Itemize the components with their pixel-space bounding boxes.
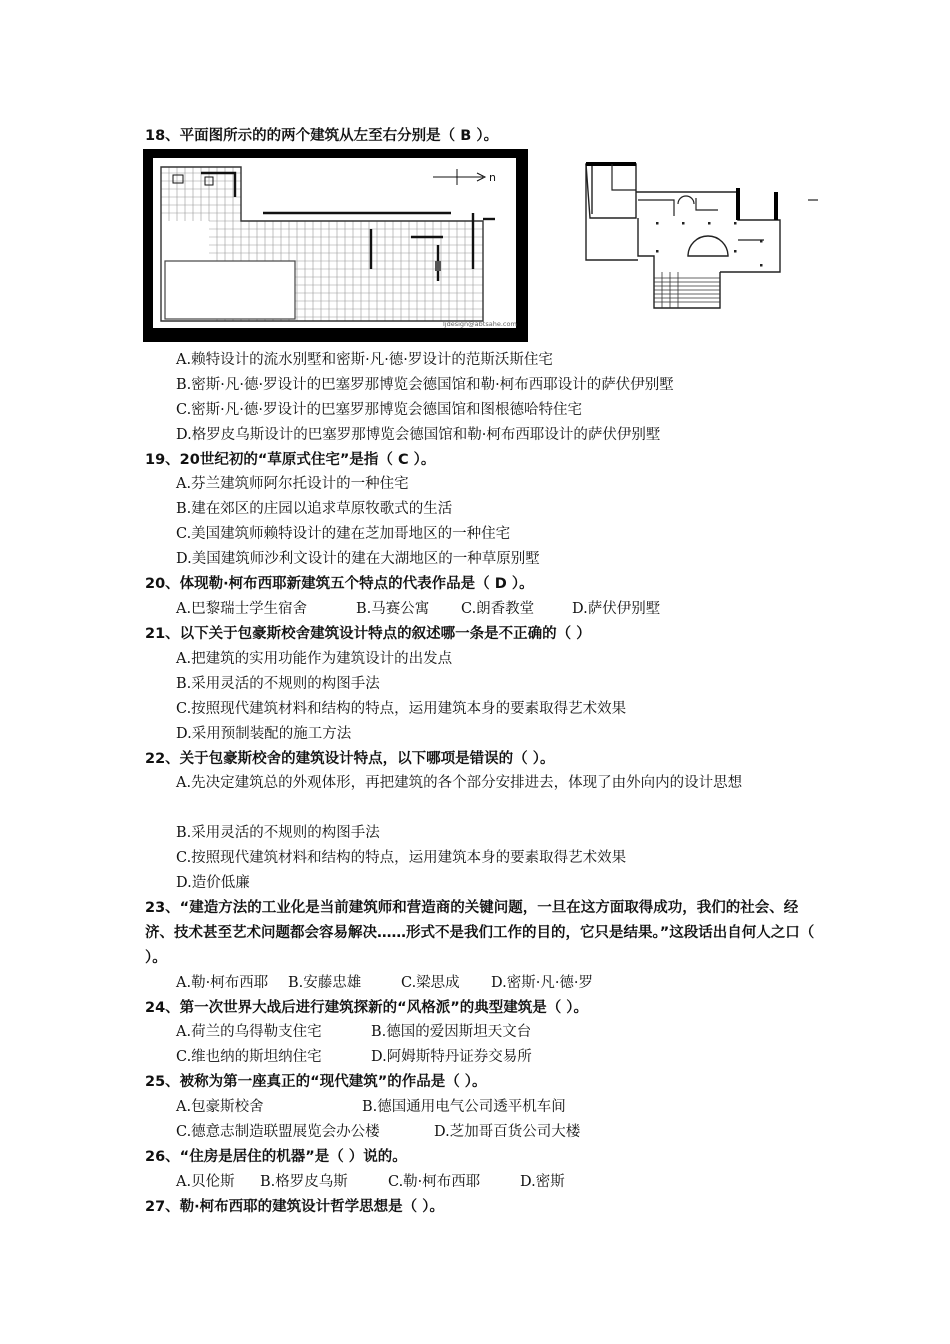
question-24: 24、第一次世界大战后进行建筑探新的“风格派”的典型建筑是（ ）。 [145, 1000, 589, 1016]
q21-option-a: A.把建筑的实用功能作为建筑设计的出发点 [176, 651, 453, 667]
question-27: 27、勒·柯布西耶的建筑设计哲学思想是（ ）。 [145, 1199, 444, 1215]
q19-option-b: B.建在郊区的庄园以追求草原牧歌式的生活 [176, 501, 453, 517]
north-label: n [489, 171, 496, 184]
q25-option-d: D.芝加哥百货公司大楼 [434, 1124, 581, 1140]
q23-option-a: A.勒·柯布西耶 [176, 975, 269, 991]
q20-option-d: D.萨伏伊别墅 [572, 601, 661, 617]
q22-option-c: C.按照现代建筑材料和结构的特点，运用建筑本身的要素取得艺术效果 [176, 850, 627, 866]
q19-option-a: A.芬兰建筑师阿尔托设计的一种住宅 [176, 476, 409, 492]
q21-option-b: B.采用灵活的不规则的构图手法 [176, 676, 380, 692]
q25-option-b: B.德国通用电气公司透平机车间 [362, 1099, 566, 1115]
q20-option-a: A.巴黎瑞士学生宿舍 [176, 601, 308, 617]
q18-option-a: A.赖特设计的流水别墅和密斯·凡·德·罗设计的范斯沃斯住宅 [176, 352, 553, 368]
q18-option-b: B.密斯·凡·德·罗设计的巴塞罗那博览会德国馆和勒·柯布西耶设计的萨伏伊别墅 [176, 377, 674, 393]
q21-option-d: D.采用预制装配的施工方法 [176, 726, 352, 742]
q18-option-c: C.密斯·凡·德·罗设计的巴塞罗那博览会德国馆和图根德哈特住宅 [176, 402, 583, 418]
q23-option-b: B.安藤忠雄 [288, 975, 362, 991]
q26-option-b: B.格罗皮乌斯 [260, 1174, 348, 1190]
q20-option-b: B.马赛公寓 [356, 601, 430, 617]
question-21: 21、以下关于包豪斯校舍建筑设计特点的叙述哪一条是不正确的（ ） [145, 626, 591, 642]
q25-option-a: A.包豪斯校舍 [176, 1099, 264, 1115]
question-26: 26、“住房是居住的机器”是（ ）说的。 [145, 1149, 407, 1165]
q21-option-c: C.按照现代建筑材料和结构的特点，运用建筑本身的要素取得艺术效果 [176, 701, 627, 717]
q24-option-d: D.阿姆斯特丹证券交易所 [371, 1049, 532, 1065]
question-22: 22、关于包豪斯校舍的建筑设计特点，以下哪项是错误的（ ）。 [145, 751, 555, 767]
q26-option-d: D.密斯 [520, 1174, 565, 1190]
q24-option-c: C.维也纳的斯坦纳住宅 [176, 1049, 322, 1065]
question-20: 20、体现勒·柯布西耶新建筑五个特点的代表作品是（ D ）。 [145, 576, 534, 592]
question-25: 25、被称为第一座真正的“现代建筑”的作品是（ ）。 [145, 1074, 487, 1090]
q25-option-c: C.德意志制造联盟展览会办公楼 [176, 1124, 380, 1140]
question-19: 19、20世纪初的“草原式住宅”是指（ C ）。 [145, 452, 436, 468]
q26-option-a: A.贝伦斯 [176, 1174, 235, 1190]
q19-option-d: D.美国建筑师沙利文设计的建在大湖地区的一种草原别墅 [176, 551, 540, 567]
q23-option-d: D.密斯·凡·德·罗 [491, 975, 594, 991]
q26-option-c: C.勒·柯布西耶 [388, 1174, 481, 1190]
q19-option-c: C.美国建筑师赖特设计的建在芝加哥地区的一种住宅 [176, 526, 511, 542]
villa-savoye-plan [578, 160, 818, 318]
q22-option-d: D.造价低廉 [176, 875, 250, 891]
barcelona-pavilion-plan [143, 149, 528, 342]
q22-option-b: B.采用灵活的不规则的构图手法 [176, 825, 380, 841]
q24-option-a: A.荷兰的乌得勒支住宅 [176, 1024, 322, 1040]
question-18: 18、平面图所示的的两个建筑从左至右分别是（ B ）。 [145, 128, 499, 144]
q20-option-c: C.朗香教堂 [461, 601, 535, 617]
plan-watermark: ljdesign@abtsahe.com [443, 320, 517, 328]
q22-option-a: A.先决定建筑总的外观体形，再把建筑的各个部分安排进去，体现了由外向内的设计思想 [176, 775, 743, 791]
q18-option-d: D.格罗皮乌斯设计的巴塞罗那博览会德国馆和勒·柯布西耶设计的萨伏伊别墅 [176, 427, 661, 443]
q23-option-c: C.梁思成 [401, 975, 460, 991]
q24-option-b: B.德国的爱因斯坦天文台 [371, 1024, 532, 1040]
question-23: 23、“建造方法的工业化是当前建筑师和营造商的关键问题，一旦在这方面取得成功，我们的社会、经济、技术甚至艺术问题都会容易解决……形式不是我们工作的目的，它只是结果。”这段话出自何人之口（ ）。 [145, 900, 815, 966]
